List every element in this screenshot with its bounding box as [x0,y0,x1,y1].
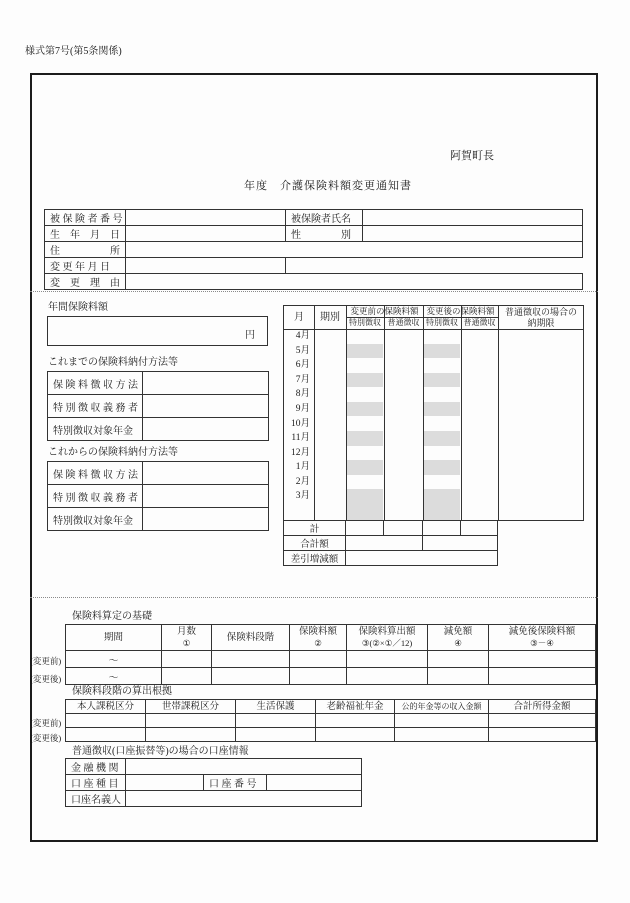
cell-value [316,714,395,728]
period-after-value: ～ [66,668,162,685]
insured-name-value [363,210,583,226]
cell-value [489,651,596,668]
month-row [284,344,583,359]
month-row [284,489,583,504]
calc-basis-title: 保険料算定の基礎 [72,611,152,622]
insured-name-label: 被保険者氏名 [286,210,363,226]
month-label: 5月 [295,345,310,356]
header-line: ③(②×①／12) [361,638,413,648]
ordinary-collection-header: 普通徴収 [463,318,496,327]
account-info-title: 普通徴収(口座振替等)の場合の口座情報 [72,746,249,757]
gray-band [424,460,460,475]
gray-band [347,504,383,520]
row-label-before: (変更前) [30,656,62,666]
cell-value [395,714,489,728]
month-label: 6月 [295,360,310,371]
insured-table [44,209,583,290]
collection-method-value [143,372,269,395]
insured-number-label: 被 保 険 者 番 号 [45,210,126,226]
period-before-value: ～ [66,651,162,668]
cell-value [428,668,489,685]
gray-band [347,460,383,475]
addressee: 阿賀町長 [450,150,494,162]
header-line: 保険料算出額 [358,627,416,637]
header-line: 保険料段階 [226,632,275,643]
month-row [284,431,583,446]
target-pension-value [143,508,269,531]
header-line: 本人課税区分 [76,701,134,712]
gray-band [347,344,383,359]
cell-value [66,714,146,728]
gray-band [347,417,383,432]
after-reduction-header [489,625,596,651]
insured-number-value [126,210,286,226]
address-value [126,242,583,258]
month-filler-row [284,504,583,520]
cell-value [66,728,146,742]
month-row [284,387,583,402]
difference-value [346,551,498,566]
change-reason-value [126,274,583,290]
collection-method-label: 保 険 料 徴 収 方 法 [48,372,143,395]
months-count-header [162,625,212,651]
cell-value [347,668,428,685]
total-value [384,521,423,536]
account-holder-value [126,791,362,807]
stage-basis-table [65,699,596,742]
account-holder-label: 口座名義人 [66,791,126,807]
due-date-header-line2: 納期限 [527,317,555,328]
total-value [423,521,461,536]
change-reason-label: 変 更 理 由 [45,274,126,290]
gray-band [347,358,383,373]
special-collector-value [143,485,269,508]
gray-band [424,417,460,432]
form-code: 様式第7号(第5条関係) [25,46,122,57]
header-line: 期間 [103,632,123,643]
cell-value [489,668,596,685]
gray-band [424,344,460,359]
cell-value [212,651,290,668]
total-label: 計 [284,521,346,536]
difference-label: 差引増減額 [284,551,346,566]
month-label: 3月 [295,491,310,502]
gray-band [347,329,383,344]
month-label: 9月 [295,403,310,414]
total-value [461,521,498,536]
cell-value [162,651,212,668]
cell-value [212,668,290,685]
cell-value [489,714,596,728]
change-date-label: 変 更 年 月 日 [45,258,126,274]
due-date-header [499,307,583,329]
header-line: 月数 [176,627,196,637]
month-col-header: 月 [294,312,304,323]
gray-band [424,329,460,344]
gray-band [424,358,460,373]
month-row [284,373,583,388]
gray-band [424,504,460,520]
gray-band [424,373,460,388]
gray-band [424,431,460,446]
monthly-premium-table [283,305,584,521]
sex-value [363,226,583,242]
target-pension-label: 特別徴収対象年金 [48,418,143,441]
month-row [284,475,583,490]
cell-value [489,728,596,742]
ordinary-collection-header: 普通徴収 [387,318,420,327]
gray-band [424,489,460,504]
row-label-after: (変更後) [30,733,62,743]
month-label: 11月 [291,433,310,444]
month-label: 7月 [295,374,310,385]
cell-value [290,651,347,668]
cell-value [290,668,347,685]
month-label: 4月 [295,331,310,341]
month-row [284,417,583,432]
after-premium-header: 変更後の保険料額 [426,306,495,316]
cell-value [428,651,489,668]
monthly-summary-table [283,520,498,566]
reduction-header [428,625,489,651]
gray-band [347,431,383,446]
gray-band [347,489,383,504]
household-taxation-header [146,700,236,714]
month-label: 1月 [295,462,310,473]
annual-premium-label: 年間保険料額 [48,302,108,313]
sex-label: 性 別 [286,226,363,242]
form-title: 年度 介護保険料額変更通知書 [244,180,412,192]
cell-value [146,728,236,742]
gray-band [347,475,383,490]
premium-amount-header [290,625,347,651]
payment-before-table [47,371,269,441]
before-premium-header: 変更前の保険料額 [350,306,419,316]
welfare-pension-header [316,700,395,714]
header-line: 保険料額 [298,627,337,637]
cell-value [347,651,428,668]
account-type-value [126,775,204,791]
premium-stage-header [212,625,290,651]
sum-label: 合計額 [284,536,346,551]
payment-after-table [47,461,269,531]
calc-basis-table [65,624,596,685]
cell-value [236,714,316,728]
target-pension-label: 特別徴収対象年金 [48,508,143,531]
change-date-spacer [286,258,583,274]
due-date-header-line1: 普通徴収の場合の [504,307,577,317]
birth-date-label: 生 年 月 日 [45,226,126,242]
yen-unit: 円 [245,330,255,341]
period-header [66,625,162,651]
cell-value [316,728,395,742]
month-row [284,460,583,475]
address-label: 住 所 [45,242,126,258]
header-line: 合計所得金額 [513,701,571,712]
total-income-header [489,700,596,714]
month-row [284,329,583,344]
gray-band [424,402,460,417]
header-line: 公的年金等の収入金額 [401,701,482,711]
gray-band [424,387,460,402]
special-collector-label: 特 別 徴 収 義 務 者 [48,485,143,508]
gray-band [424,475,460,490]
account-type-label: 口 座 種 目 [66,775,126,791]
header-line: ④ [454,638,462,648]
annual-premium-box [47,316,268,346]
sum-before-value [346,536,423,551]
payment-after-title: これからの保険料納付方法等 [48,447,178,458]
month-label: 2月 [295,476,310,487]
row-label-after: (変更後) [30,674,62,684]
cell-value [395,728,489,742]
cell-value [162,668,212,685]
public-assistance-header [236,700,316,714]
total-value [346,521,384,536]
gray-band [347,387,383,402]
dotted-separator-top [30,291,598,292]
special-collection-header: 特別徴収 [349,318,381,327]
header-line: ③－④ [530,638,554,648]
collection-method-value [143,462,269,485]
collection-method-label: 保 険 料 徴 収 方 法 [48,462,143,485]
target-pension-value [143,418,269,441]
header-line: ② [314,638,322,648]
bank-label: 金 融 機 関 [66,759,126,775]
header-line: ① [182,638,191,648]
month-label: 12月 [290,447,310,458]
header-line: 減免額 [443,627,473,637]
header-line: 世帯課税区分 [161,701,219,712]
month-row [284,358,583,373]
payment-before-title: これまでの保険料納付方法等 [48,357,178,368]
header-line: 老齢福祉年金 [326,701,384,712]
gray-band [347,446,383,461]
month-row [284,402,583,417]
pension-income-header [395,700,489,714]
gray-band [347,373,383,388]
special-collector-label: 特 別 徴 収 義 務 者 [48,395,143,418]
gray-band [424,446,460,461]
special-collection-header: 特別徴収 [426,318,458,327]
row-label-before: (変更前) [30,718,62,728]
personal-taxation-header [66,700,146,714]
bank-value [126,759,362,775]
cell-value [146,714,236,728]
month-label: 8月 [295,389,310,400]
month-row [284,446,583,461]
change-date-value [126,258,286,274]
birth-date-value [126,226,286,242]
account-number-label: 口 座 番 号 [204,775,267,791]
account-info-table [65,758,362,807]
sum-after-value [423,536,498,551]
header-line: 減免後保険料額 [508,627,576,637]
account-number-value [267,775,362,791]
stage-basis-title: 保険料段階の算出根拠 [72,686,172,697]
calculated-amount-header [347,625,428,651]
month-label: 10月 [290,418,310,429]
period-col-header: 期別 [320,312,340,323]
cell-value [236,728,316,742]
header-line: 生活保護 [256,701,295,712]
gray-band [347,402,383,417]
dotted-separator-bottom [30,597,598,598]
special-collector-value [143,395,269,418]
